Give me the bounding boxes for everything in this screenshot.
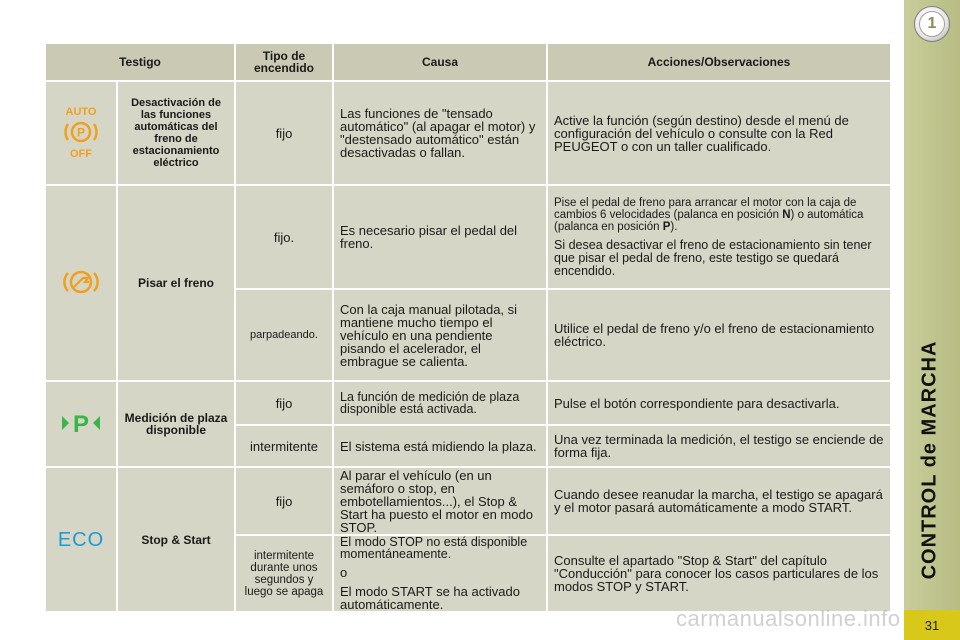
brake-pedal-icon xyxy=(61,266,101,298)
action-text: Pulse el botón correspondiente para desactivarla. xyxy=(548,382,892,426)
gear-p-label: P xyxy=(662,220,671,233)
p-icon-text: P xyxy=(76,125,86,140)
table-row xyxy=(46,468,892,536)
off-icon-text: OFF xyxy=(70,148,92,160)
activation-type: intermitente xyxy=(236,426,334,468)
header-causa: Causa xyxy=(334,44,548,82)
cause-text-part: El modo STOP no está disponible momentáneamente. xyxy=(340,535,528,561)
table-row xyxy=(46,382,892,426)
chapter-title xyxy=(919,341,942,580)
action-text: Consulte el apartado "Stop & Start" del capítulo "Conducción" para conocer los casos particulares de los modos STOP y START. xyxy=(548,536,892,613)
action-text xyxy=(548,186,892,290)
table-row xyxy=(46,186,892,290)
cause-text: Las funciones de "tensado automático" (al apagar el motor) y "destensado automático" están desactivadas o fallan. xyxy=(334,82,548,186)
activation-type: fijo xyxy=(236,382,334,426)
cause-text: Al parar el vehículo (en un semáforo o stop, en embotellamientos...), el Stop & Start ha puesto el motor en modo STOP. xyxy=(334,468,548,536)
action-text-part: ) o automática (palanca en posición xyxy=(554,208,864,233)
action-text-part: ). xyxy=(670,220,678,233)
warning-light-cell xyxy=(46,186,118,382)
warning-light-name: Pisar el freno xyxy=(118,186,236,382)
activation-type: parpadeando. xyxy=(236,290,334,382)
warning-light-name: Stop & Start xyxy=(118,468,236,613)
cause-text xyxy=(334,536,548,613)
activation-type: intermitente durante unos segundos y luego se apaga xyxy=(236,536,334,613)
activation-type: fijo xyxy=(236,468,334,536)
cause-text-part: El modo START se ha activado automáticamente. xyxy=(340,584,520,612)
eco-icon xyxy=(56,527,106,551)
cause-text: La función de medición de plaza disponible está activada. xyxy=(334,382,548,426)
action-text: Una vez terminada la medición, el testigo se enciende de forma fija. xyxy=(548,426,892,468)
action-text: Utilice el pedal de freno y/o el freno de estacionamiento eléctrico. xyxy=(548,290,892,382)
action-text-part: Pise el pedal de freno para arrancar el motor con la caja de cambios 6 velocidades (palanca en posición xyxy=(554,196,857,221)
table-header-row xyxy=(46,44,892,82)
parking-icon-text: P xyxy=(72,411,90,437)
warning-light-name: Medición de plaza disponible xyxy=(118,382,236,468)
chapter-number: 1 xyxy=(919,11,945,37)
eco-icon-text: ECO xyxy=(57,528,105,551)
warning-light-cell xyxy=(46,82,118,186)
cause-text: Es necesario pisar el pedal del freno. xyxy=(334,186,548,290)
parking-measure-icon xyxy=(59,409,103,437)
table-row xyxy=(46,82,892,186)
cause-text: El sistema está midiendo la plaza. xyxy=(334,426,548,468)
gear-n-label: N xyxy=(782,208,791,221)
warning-light-name: Desactivación de las funciones automáticas del freno de estacionamiento eléctrico xyxy=(118,82,236,186)
action-text: Cuando desee reanudar la marcha, el testigo se apagará y el motor pasará automáticamente a modo START. xyxy=(548,468,892,536)
cause-text-part: o xyxy=(340,565,348,580)
auto-p-off-icon xyxy=(59,104,103,160)
warning-light-cell xyxy=(46,382,118,468)
warning-lights-table xyxy=(46,44,892,613)
auto-icon-text: AUTO xyxy=(65,106,97,118)
chapter-title-part: CONTROL de xyxy=(918,435,941,580)
chapter-title-part: MARCHA xyxy=(918,340,941,436)
chapter-badge xyxy=(914,6,950,42)
page-number: 31 xyxy=(904,610,960,640)
cause-text: Con la caja manual pilotada, si mantiene mucho tiempo el vehículo en una pendiente pisando el acelerador, el embrague se calienta. xyxy=(334,290,548,382)
header-tipo: Tipo de encendido xyxy=(236,44,334,82)
watermark: carmanualsonline.info xyxy=(676,606,901,631)
warning-light-cell xyxy=(46,468,118,613)
activation-type: fijo. xyxy=(236,186,334,290)
action-text: Active la función (según destino) desde el menú de configuración del vehículo o consulte con la Red PEUGEOT o con un taller cualificado. xyxy=(548,82,892,186)
action-text-part: Si desea desactivar el freno de estacionamiento sin tener que pisar el pedal de freno, este testigo se quedará encendido. xyxy=(554,237,872,278)
activation-type: fijo xyxy=(236,82,334,186)
header-testigo: Testigo xyxy=(46,44,236,82)
header-acciones: Acciones/Observaciones xyxy=(548,44,892,82)
